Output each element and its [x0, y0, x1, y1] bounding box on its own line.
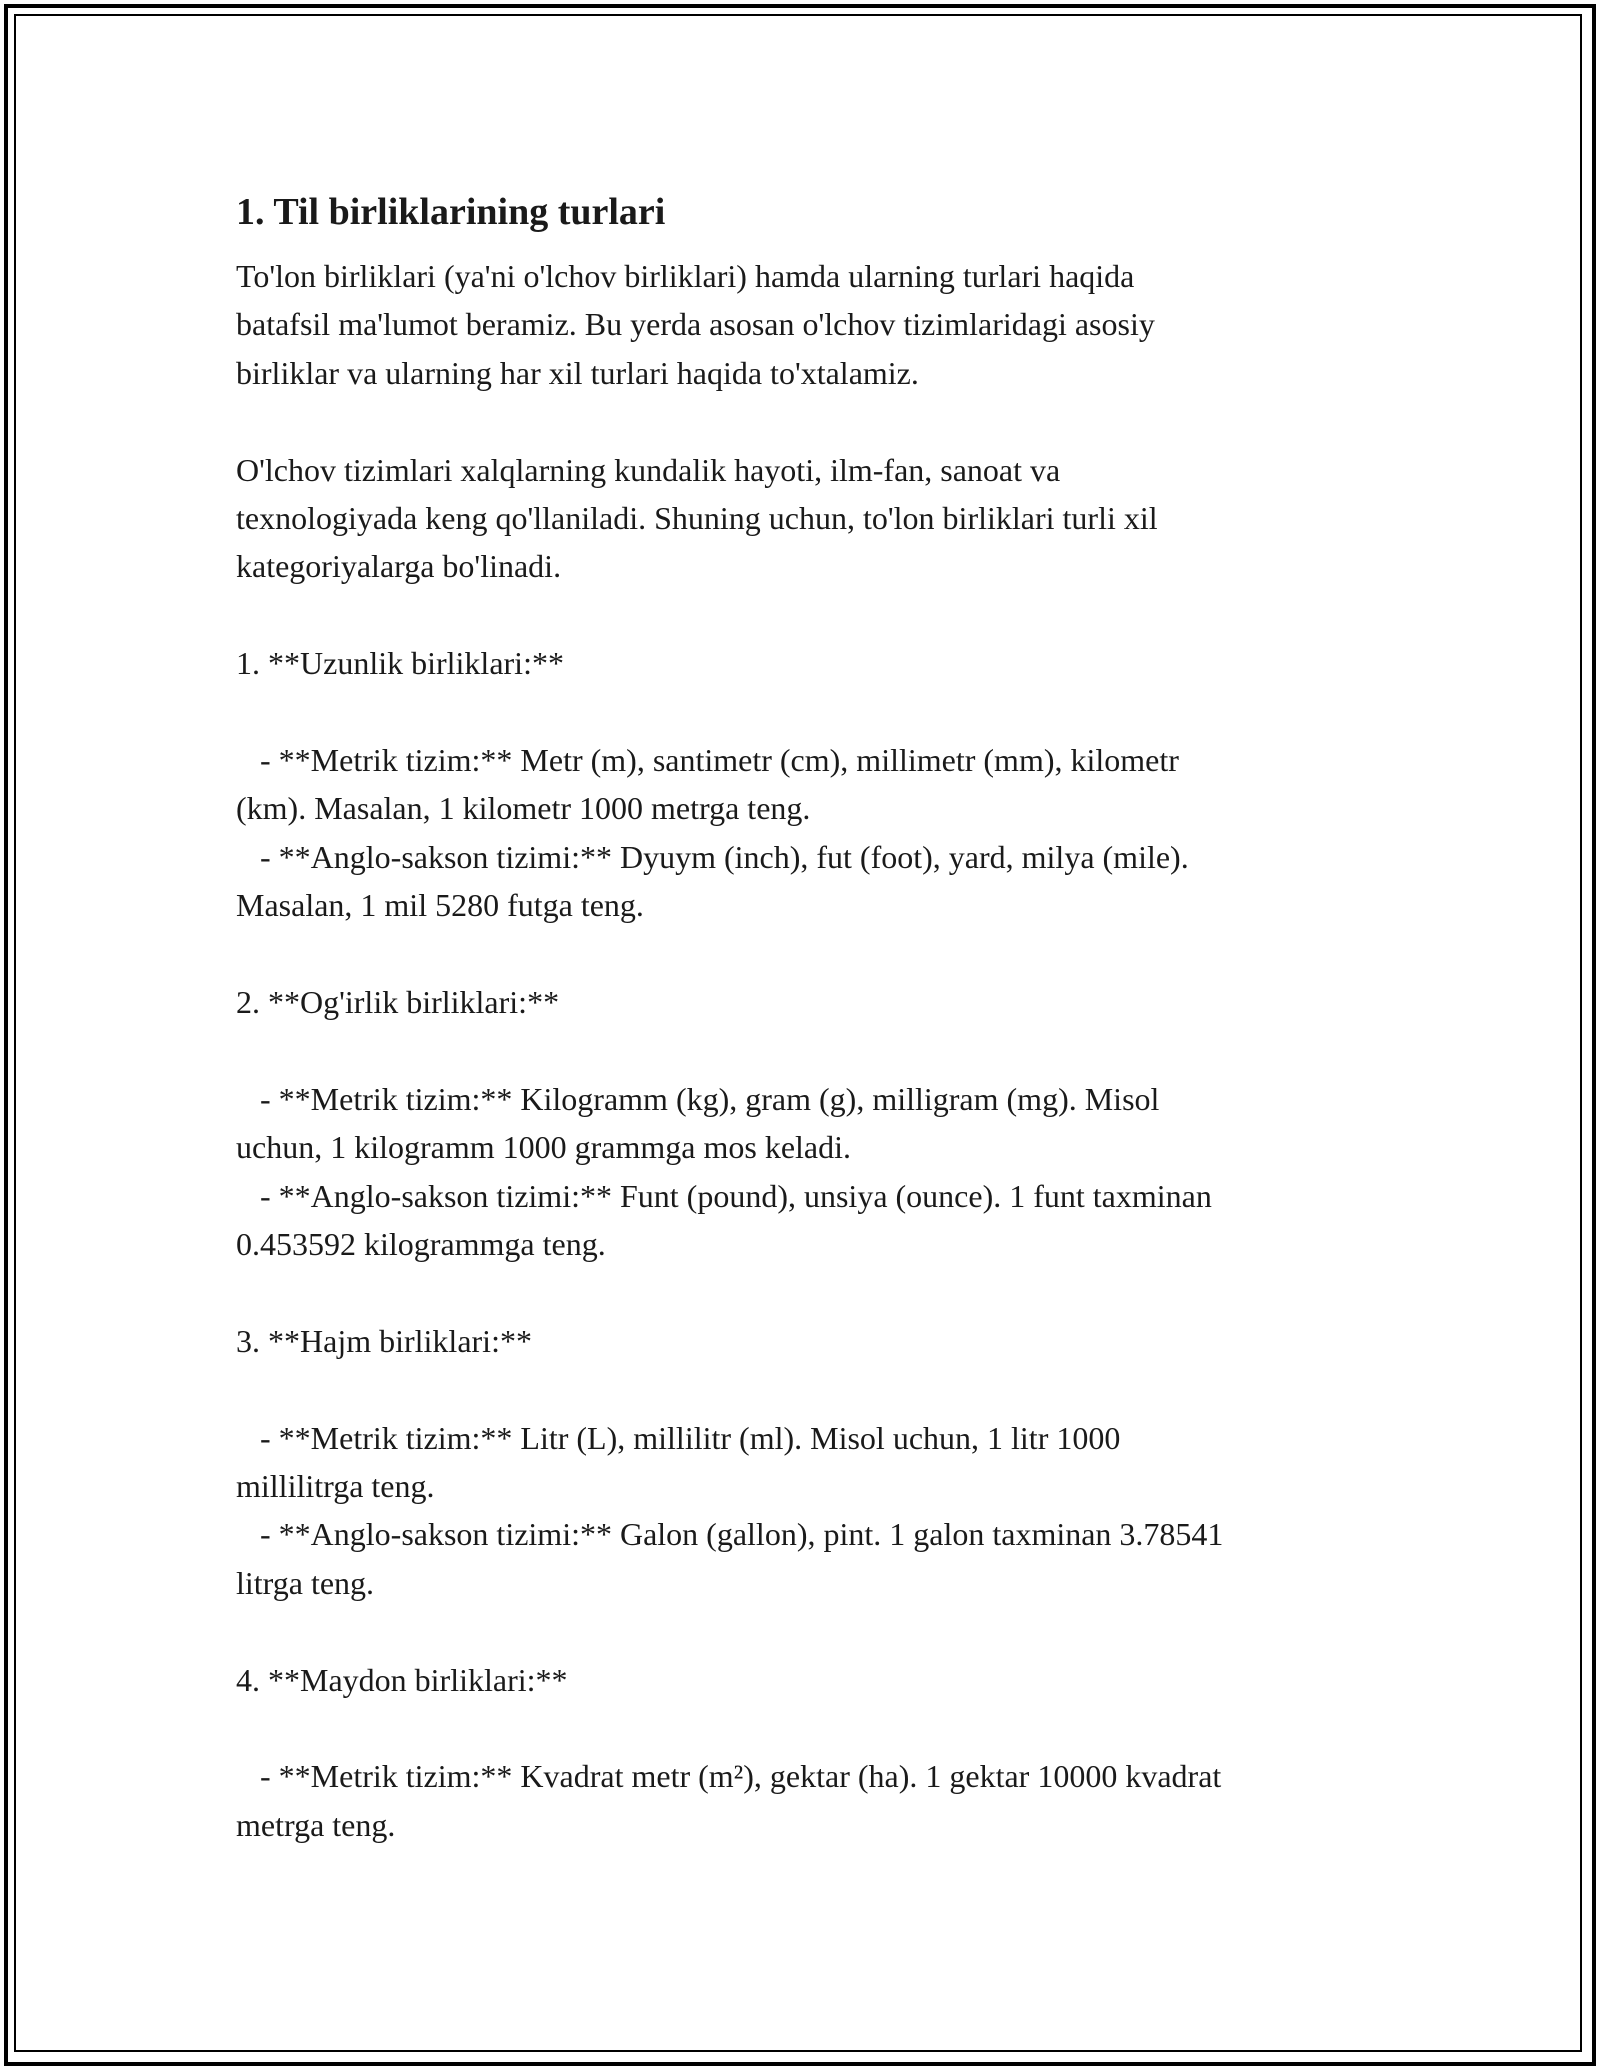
- text-line: kategoriyalarga bo'linadi.: [236, 548, 562, 585]
- blank-line: [236, 688, 1386, 736]
- text-line: To'lon birliklari (ya'ni o'lchov birliklari) hamda ularning turlari haqida: [236, 258, 1135, 294]
- blank-line: [236, 930, 1386, 978]
- blank-line: [236, 1607, 1386, 1655]
- text-line: litrga teng.: [236, 1564, 375, 1601]
- text-line: - **Anglo-sakson tizimi:** Dyuym (inch), fut (foot), yard, milya (mile).: [236, 838, 1189, 875]
- document-body: [236, 188, 1386, 1849]
- text-line: uchun, 1 kilogramm 1000 grammga mos keladi.: [236, 1129, 851, 1166]
- blank-line: [236, 1704, 1386, 1752]
- text-line: - **Metrik tizim:** Kilogramm (kg), gram (g), milligram (mg). Misol: [236, 1080, 1160, 1117]
- text-line: birliklar va ularning har xil turlari haqida to'xtalamiz.: [236, 354, 919, 391]
- text-line: millilitrga teng.: [236, 1468, 435, 1505]
- text-line: O'lchov tizimlari xalqlarning kundalik hayoti, ilm-fan, sanoat va: [236, 451, 1061, 488]
- text-line: - **Metrik tizim:** Kvadrat metr (m²), gektar (ha). 1 gektar 10000 kvadrat: [236, 1758, 1222, 1795]
- text-line: 3. **Hajm birliklari:**: [236, 1322, 532, 1359]
- text-line: 1. **Uzunlik birliklari:**: [236, 645, 564, 682]
- text-line: (km). Masalan, 1 kilometr 1000 metrga teng.: [236, 790, 811, 827]
- blank-line: [236, 1026, 1386, 1074]
- page-title: 1. Til birliklarining turlari: [236, 191, 666, 233]
- blank-line: [236, 1268, 1386, 1316]
- text-line: - **Anglo-sakson tizimi:** Galon (gallon), pint. 1 galon taxminan 3.78541: [236, 1516, 1224, 1553]
- text-line: - **Metrik tizim:** Metr (m), santimetr (cm), millimetr (mm), kilometr: [236, 742, 1179, 779]
- text-line: Masalan, 1 mil 5280 futga teng.: [236, 887, 644, 924]
- text-line: - **Anglo-sakson tizimi:** Funt (pound), unsiya (ounce). 1 funt taxminan: [236, 1177, 1212, 1214]
- text-line: texnologiyada keng qo'llaniladi. Shuning uchun, to'lon birliklari turli xil: [236, 500, 1158, 537]
- blank-line: [236, 591, 1386, 639]
- text-line: metrga teng.: [236, 1806, 396, 1843]
- text-line: - **Metrik tizim:** Litr (L), millilitr (ml). Misol uchun, 1 litr 1000: [236, 1419, 1121, 1456]
- text-line: 0.453592 kilogrammga teng.: [236, 1226, 606, 1263]
- document-text: [236, 252, 1386, 1849]
- text-line: 2. **Og'irlik birliklari:**: [236, 984, 560, 1021]
- blank-line: [236, 397, 1386, 445]
- text-line: batafsil ma'lumot beramiz. Bu yerda asosan o'lchov tizimlaridagi asosiy: [236, 306, 1155, 343]
- text-line: 4. **Maydon birliklari:**: [236, 1661, 568, 1698]
- blank-line: [236, 1365, 1386, 1413]
